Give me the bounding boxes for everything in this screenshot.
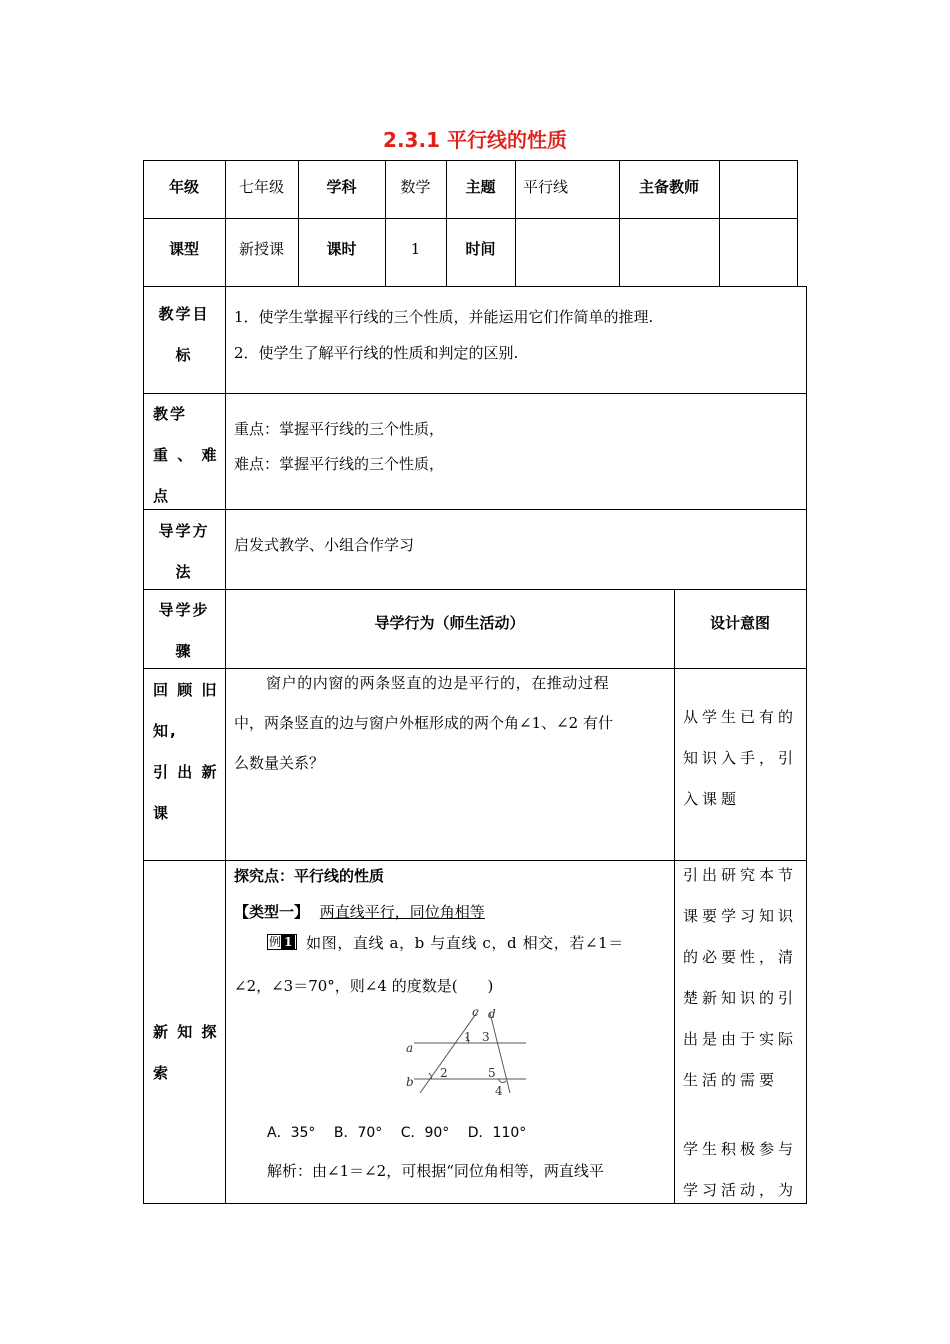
grade-label: 年级	[168, 178, 199, 196]
type-title: 两直线平行，同位角相等	[319, 903, 485, 921]
svg-text:c: c	[472, 1005, 479, 1019]
explore-intent: 引出研究本节 课要学习知识 的必要性，清 楚新知识的引 出是由于实际 生活的需要 学生积极参与 学习活动，为	[683, 866, 798, 1199]
type-one-line	[234, 901, 485, 923]
svg-text:b: b	[406, 1075, 414, 1089]
svg-text:3: 3	[482, 1030, 490, 1044]
teacher-label: 主备教师	[638, 178, 699, 196]
answer-options: A．35° B．70° C．90° D．110°	[267, 1125, 527, 1141]
type-tag: 【类型一】	[234, 903, 310, 921]
type-value: 新授课	[238, 240, 284, 258]
intent-header: 设计意图	[709, 614, 770, 632]
svg-text:2: 2	[440, 1066, 448, 1080]
explore-label: 新 知 探 索	[153, 1023, 219, 1082]
review-line-1: 窗户的内窗的两条竖直的边是平行的，在推动过程	[266, 674, 610, 692]
parallel-lines-figure	[400, 1005, 540, 1100]
explore-heading: 探究点：平行线的性质	[234, 867, 385, 885]
svg-text:1: 1	[464, 1030, 472, 1044]
svg-text:5: 5	[488, 1066, 496, 1080]
steps-label: 导学步 骤	[158, 601, 210, 660]
subject-label: 学科	[326, 178, 357, 196]
page-title: 2.3.1 平行线的性质	[383, 128, 567, 152]
review-label: 回 顾 旧 知, 引 出 新 课	[153, 681, 219, 822]
difficult-point: 难点：掌握平行线的三个性质，	[234, 455, 445, 473]
method-value: 启发式教学、小组合作学习	[234, 536, 415, 554]
activity-header: 导学行为（师生活动）	[374, 614, 525, 632]
analysis-line: 解析：由∠1＝∠2，可根据“同位角相等，两直线平	[267, 1162, 604, 1180]
svg-text:4: 4	[495, 1084, 503, 1098]
topic-value: 平行线	[523, 178, 569, 196]
topic-label: 主题	[465, 178, 496, 196]
objectives-label: 教学目 标	[158, 305, 210, 364]
period-label: 课时	[326, 240, 357, 258]
key-point: 重点：掌握平行线的三个性质，	[234, 420, 445, 438]
grade-value: 七年级	[238, 178, 284, 196]
method-label: 导学方 法	[158, 522, 210, 581]
review-intent: 从学生已有的 知识入手，引 入课题	[683, 708, 798, 808]
example-line-2: ∠2，∠3＝70°，则∠4 的度数是( )	[234, 977, 494, 995]
svg-text:d: d	[488, 1007, 496, 1021]
objective-1: 1．使学生掌握平行线的三个性质，并能运用它们作简单的推理.	[234, 308, 654, 326]
review-line-2: 中，两条竖直的边与窗户外框形成的两个角∠1、∠2 有什	[234, 714, 613, 732]
review-line-3: 么数量关系？	[234, 754, 325, 772]
time-label: 时间	[465, 240, 496, 258]
type-label: 课型	[168, 240, 199, 258]
subject-value: 数学	[400, 178, 431, 196]
example-badge: 例 1	[267, 934, 297, 950]
period-value: 1	[410, 240, 421, 258]
key-points-label: 教学 重 、 难 点	[153, 405, 219, 505]
svg-text:a: a	[406, 1041, 414, 1055]
example-line-1: 例 1 如图，直线 a，b 与直线 c，d 相交，若∠1＝	[269, 934, 624, 952]
objective-2: 2．使学生了解平行线的性质和判定的区别.	[234, 344, 519, 362]
